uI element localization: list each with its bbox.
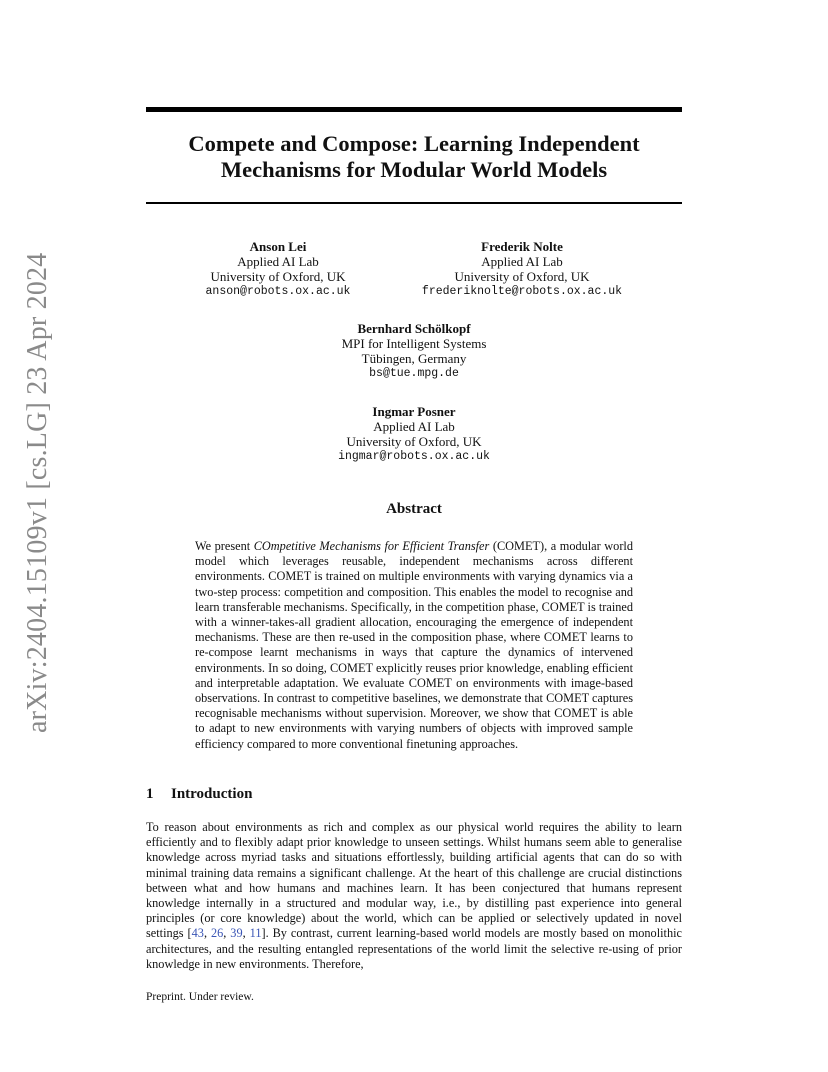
intro-text: To reason about environments as rich and complex as our physical world requires the ability to learn efficiently and to flexibly adapt prior knowledge to unseen settings. Whilst humans seem able to generalise knowledge across myriad tasks and situations effortlessly, building artificial agents that can do so with minimal training data remains a significant challenge. At the heart of this challenge are crucial distinctions between what and how humans and machines learn. It has been conjectured that humans represent knowledge internally in a structured and modular way, i.e., by distilling past experience into general principles (or core knowledge) about the world, which can be applied or selectively updated in novel settings [ bbox=[146, 820, 682, 941]
author-name: Ingmar Posner bbox=[372, 404, 456, 419]
title-rule-top bbox=[146, 107, 682, 112]
author-affiliation: Applied AI Lab bbox=[237, 254, 319, 269]
author-email: ingmar@robots.ox.ac.uk bbox=[338, 450, 490, 463]
section-number: 1 bbox=[146, 786, 154, 802]
author-affiliation: Applied AI Lab bbox=[481, 254, 563, 269]
author-block bbox=[264, 404, 564, 464]
citation-link[interactable]: 11 bbox=[249, 926, 262, 941]
section-title: Introduction bbox=[171, 786, 253, 802]
abstract-text-rest: (COMET), a modular world model which leverages reusable, independent mechanisms across different environments. COMET is trained on multiple environments with varying dynamics via a two-step process: competition and composition. This enables the model to recognise and learn transferable mechanisms. Specifically, in the competition phase, COMET is trained with a winner-takes-all gradient allocation, encouraging the emergence of independent mechanisms. These are then re-used in the composition phase, where COMET learns to re-compose learnt mechanisms in ways that capture the dynamics of intervened environments. In so doing, COMET explicitly reuses prior knowledge, enabling efficient and interpretable adaptation. We evaluate COMET on environments with image-based observations. In contrast to competitive baselines, we demonstrate that COMET captures recognisable mechanisms without supervision. Moreover, we show that COMET is able to adapt to new environments with varying numbers of objects with improved sample efficiency compared to more conventional finetuning approaches. bbox=[195, 539, 633, 751]
title-rule-bottom bbox=[146, 202, 682, 204]
citation-separator: , bbox=[203, 926, 211, 941]
title-line-1: Compete and Compose: Learning Independent bbox=[188, 131, 640, 156]
author-affiliation: University of Oxford, UK bbox=[346, 434, 482, 449]
author-email: anson@robots.ox.ac.uk bbox=[205, 285, 351, 298]
citation-link[interactable]: 26 bbox=[210, 926, 224, 941]
author-affiliation: Applied AI Lab bbox=[373, 419, 455, 434]
intro-paragraph bbox=[146, 820, 682, 972]
section-heading bbox=[146, 786, 252, 803]
abstract-text bbox=[195, 539, 633, 752]
paper-title bbox=[146, 131, 682, 183]
title-line-2: Mechanisms for Modular World Models bbox=[220, 157, 608, 182]
footer-note: Preprint. Under review. bbox=[146, 991, 254, 1003]
author-name: Frederik Nolte bbox=[481, 239, 563, 254]
author-email: frederiknolte@robots.ox.ac.uk bbox=[421, 285, 623, 298]
author-block bbox=[264, 321, 564, 381]
author-affiliation: MPI for Intelligent Systems bbox=[341, 336, 487, 351]
arxiv-stamp: arXiv:2404.15109v1 [cs.LG] 23 Apr 2024 bbox=[22, 252, 53, 733]
citation-link[interactable]: 43 bbox=[191, 926, 204, 941]
author-affiliation: University of Oxford, UK bbox=[454, 269, 590, 284]
citation-separator: , bbox=[223, 926, 231, 941]
abstract-text-start: We present bbox=[195, 539, 254, 553]
author-name: Anson Lei bbox=[249, 239, 307, 254]
author-block bbox=[178, 239, 378, 299]
citation-link[interactable]: 39 bbox=[230, 926, 243, 941]
author-name: Bernhard Schölkopf bbox=[357, 321, 471, 336]
abstract-heading: Abstract bbox=[386, 501, 442, 517]
intro-text-rest: ]. By contrast, current learning-based world models are mostly based on monolithic architectures, and the resulting entangled representations of the world limit the selective re-using of prior knowledge in new environments. Therefore, bbox=[146, 926, 682, 971]
author-affiliation: Tübingen, Germany bbox=[361, 351, 467, 366]
author-affiliation: University of Oxford, UK bbox=[210, 269, 346, 284]
citation-separator: , bbox=[242, 926, 250, 941]
abstract-italic-name: COmpetitive Mechanisms for Efficient Transfer bbox=[253, 539, 490, 553]
author-block bbox=[406, 239, 638, 299]
author-email: bs@tue.mpg.de bbox=[369, 367, 459, 380]
